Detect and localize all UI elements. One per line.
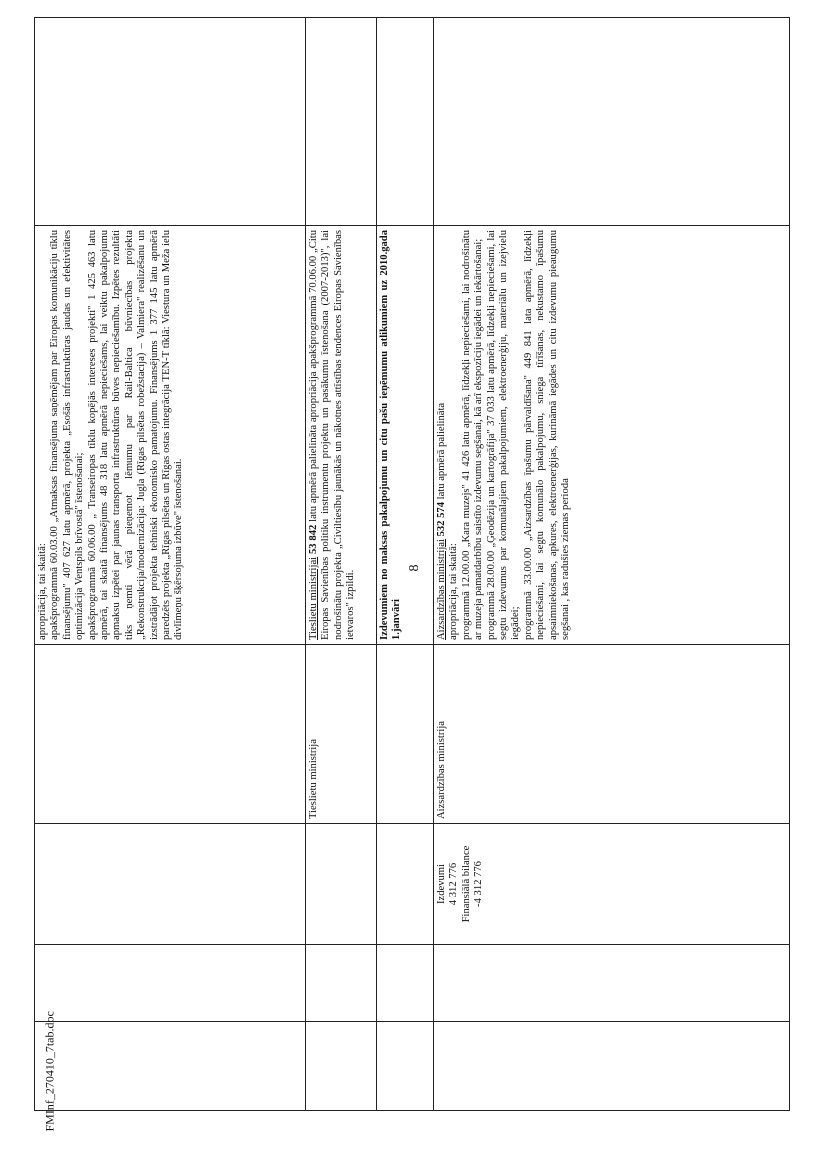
table-cell (306, 824, 377, 945)
expenditure-label: Izdevumi (436, 864, 447, 905)
paragraph: apropriācija, tai skaitā: (448, 543, 460, 640)
table-cell (377, 645, 434, 824)
ministry-link-text: Aizsardzības ministrijai (436, 539, 447, 640)
paragraph: apakšprogrammā 60.03.00 „Atmaksas finansējuma saņēmējam par Eiropas komunikāciju tīklu finansējumu" 407 627 latu apmērā, projekta „Esošās infrastruktūras jaudas un efektivitātes optimizācija Ventspils brīvostā" īstenošanai; (49, 230, 86, 640)
justice-text-cell (306, 226, 377, 645)
table-cell (35, 645, 306, 824)
defence-text-cell (434, 226, 790, 645)
transport-text-cell (35, 226, 306, 645)
amount: 53 842 (308, 524, 319, 555)
table-row (377, 18, 434, 1111)
paragraph: programmā 33.00.00 „Aizsardzības īpašumu pārvaldīšana" 449 841 lata apmērā, līdzekļi nepieciešami, lai segtu komunālo pakalpojumu, sniega tīrīšanas, nekustamo īpašumu apsaimniekošanas, apkures, elektroenerģijas, kurināmā iegādes un citu izdevumu pieaugumu segšanai , kas radušies ziemas perioda (522, 230, 572, 640)
table-row (434, 18, 790, 1111)
expenditure-value: 4 312 776 (448, 862, 460, 906)
page-number: 8 (407, 564, 422, 572)
table-cell (306, 1022, 377, 1111)
paragraph: latu apmērā palielināta apropriācija apakšprogrammā 70.06.00 „Citu Eiropas Savienības politiku instrumentu projektu un pasākumu īstenošana (2007-2013)", lai nodrošinātu projekta „Civiltiesību jaunākās un nākotnes attīstības tendences Eiropas Savienības ietvaros" izpildi. (308, 229, 357, 640)
ministry-name: Aizsardzības ministrija (434, 645, 790, 824)
amount: 532 574 (436, 501, 447, 537)
table-row (35, 18, 306, 1111)
balance-cell (434, 824, 790, 945)
table-cell (35, 945, 306, 1022)
table-cell (35, 18, 306, 226)
table-cell (35, 1022, 306, 1111)
table-cell (377, 824, 434, 945)
table-cell (306, 945, 377, 1022)
paragraph-tail: latu apmērā palielināta (436, 402, 447, 502)
table-cell (434, 945, 790, 1022)
paragraph: apakšprogrammā 60.06.00 „ Transeiropas tīklu kopējās intereses projekti" 1 425 463 latu apmērā, tai skaitā finansējums 48 318 latu apmērā nepieciešams, lai veiktu pakalpojumu apmaksu izpētei par jaunas transporta infrastruktūras būves nepieciešamību. Izpētes rezultāti tiks ņemti vērā pieņemot lēmumu par Rail-Baltica būvniecības projekta „Rekonstrukcija/modernizācija: Jugla (Rīgas pilsētas robežstacija) – Valmiera" realizēšanu un izstrādājot projekta tehniski ekonomisko pamatojumu. Finansējums 1 377 145 latu apmērā paredzēts projekta „Rīgas pilsētas un Rīgas ostas integrācija TEN-T tīklā: Viestura un Meža ielu divlīmeņu šķērsojuma izbūve" īstenošanai. (86, 230, 185, 640)
file-name: FMInf_270410_7tab.doc (42, 1011, 57, 1132)
ministry-link-text: Tieslietu ministrijai (308, 556, 319, 640)
table-cell (377, 945, 434, 1022)
table-cell (306, 18, 377, 226)
paragraph: apropriācija, tai skaitā: (37, 543, 48, 640)
paragraph (436, 230, 448, 640)
paragraph: programmā 12.00.00 „Kara muzejs" 41 426 latu apmērā, līdzekļi nepieciešami, lai nodrošinātu ar muzeja pamatdarbību saistīto izdevumu segšanai, kā arī ekspozīciju iegādei un iekārtošanai; (460, 230, 485, 640)
table-cell (434, 18, 790, 226)
table-cell (35, 824, 306, 945)
table-row (306, 18, 377, 1111)
table-cell (377, 1022, 434, 1111)
balance-label: Finansiālā bilance (460, 845, 472, 923)
ministry-name: Tieslietu ministrija (306, 645, 377, 824)
balance-value: -4 312 776 (473, 861, 485, 907)
section-heading: Izdevumiem no maksas pakalpojumu un citu pašu ieņēmumu atlikumiem uz 2010.gada 1.janvāri (377, 226, 434, 645)
table-cell (377, 18, 434, 226)
table-cell (434, 1022, 790, 1111)
paragraph: programmā 28.00.00 „Ģeodēzija un kartogrāfija" 37 033 latu apmērā, līdzekļi nepieciešami, lai segtu izdevumus par komunālajiem pakalpojumiem, elektroenerģiju, materiālu un izejvielu iegādei; (485, 230, 522, 640)
